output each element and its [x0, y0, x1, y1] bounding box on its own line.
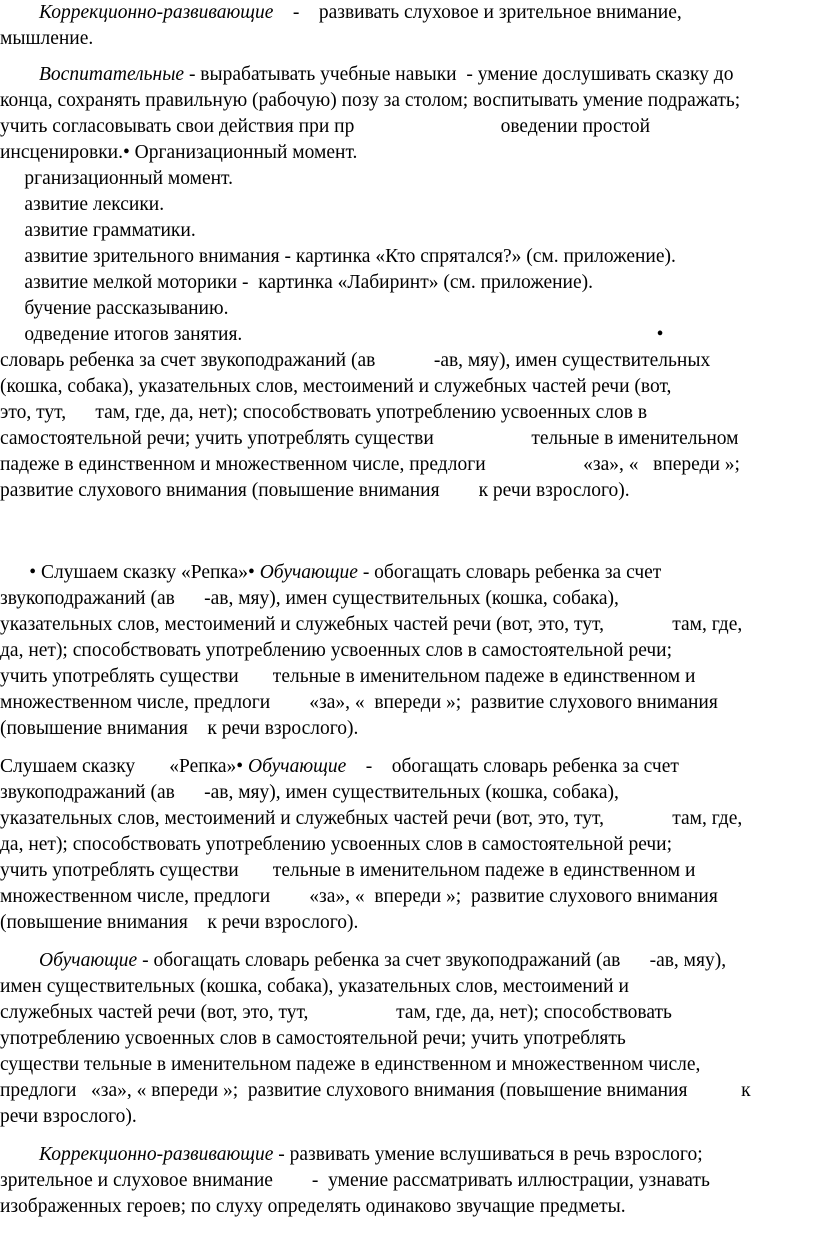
text-line	[0, 296, 228, 322]
text-segment: рганизационный момент.	[0, 168, 233, 189]
text-line	[0, 1142, 703, 1168]
text-segment: мышление.	[0, 28, 94, 49]
text-segment: развитие слухового внимания (повышение внимания к речи взрослого).	[0, 480, 630, 501]
text-segment: учить употреблять существи тельные в именительном падеже в единственном и	[0, 860, 696, 881]
text-segment: - развивать слуховое и зрительное внимание,	[273, 2, 682, 23]
italic-term: Обучающие	[39, 950, 138, 971]
text-segment: одведение итогов занятия. •	[0, 324, 664, 345]
text-segment: • Слушаем сказку «Репка»•	[0, 562, 260, 583]
text-segment: инсценировки.• Организационный момент.	[0, 142, 358, 163]
text-line	[0, 452, 740, 478]
text-line	[0, 478, 630, 504]
text-segment: указательных слов, местоимений и служебных частей речи (вот, это, тут, там, где,	[0, 808, 743, 829]
text-segment: - обогащать словарь ребенка за счет	[346, 756, 679, 777]
text-line	[0, 0, 682, 26]
text-segment: служебных частей речи (вот, это, тут, там, где, да, нет); способствовать	[0, 1002, 672, 1023]
text-segment: - развивать умение вслушиваться в речь взрослого;	[273, 1144, 703, 1165]
text-segment: (повышение внимания к речи взрослого).	[0, 718, 359, 739]
text-line	[0, 244, 676, 270]
text-line	[0, 270, 593, 296]
text-line	[0, 754, 679, 780]
text-segment: зрительное и слуховое внимание - умение рассматривать иллюстрации, узнавать	[0, 1170, 710, 1191]
text-line	[0, 858, 695, 884]
text-line	[0, 690, 718, 716]
text-line	[0, 1052, 700, 1078]
text-segment: азвитие зрительного внимания - картинка «Кто спрятался?» (см. приложение).	[0, 246, 676, 267]
text-segment: (повышение внимания к речи взрослого).	[0, 912, 359, 933]
text-segment: конца, сохранять правильную (рабочую) позу за столом; воспитывать умение подражать;	[0, 90, 741, 111]
text-line	[0, 374, 671, 400]
text-line	[0, 88, 740, 114]
text-segment: указательных слов, местоимений и служебных частей речи (вот, это, тут, там, где,	[0, 614, 743, 635]
text-line	[0, 832, 672, 858]
text-line	[0, 192, 164, 218]
text-line	[0, 1168, 710, 1194]
text-segment: - обогащать словарь ребенка за счет	[357, 562, 662, 583]
text-line	[0, 114, 650, 140]
text-segment: учить употреблять существи тельные в именительном падеже в единственном и	[0, 666, 696, 687]
text-segment: учить согласовывать свои действия при пр оведении простой	[0, 116, 651, 137]
text-line	[0, 1104, 137, 1130]
text-segment: - вырабатывать учебные навыки - умение дослушивать сказку до	[184, 64, 734, 85]
text-segment: азвитие мелкой моторики - картинка «Лабиринт» (см. приложение).	[0, 272, 593, 293]
text-line	[0, 62, 733, 88]
text-segment	[0, 2, 39, 23]
text-segment: звукоподражаний (ав -ав, мяу), имен существительных (кошка, собака),	[0, 588, 619, 609]
text-line	[0, 348, 710, 374]
text-line	[0, 780, 619, 806]
text-segment	[0, 64, 39, 85]
text-line	[0, 716, 358, 742]
text-line	[0, 26, 93, 52]
text-line	[0, 974, 629, 1000]
text-line	[0, 664, 695, 690]
text-line	[0, 400, 647, 426]
text-segment: да, нет); способствовать употреблению усвоенных слов в самостоятельной речи;	[0, 834, 673, 855]
text-segment	[0, 1144, 39, 1165]
text-line	[0, 218, 196, 244]
text-line	[0, 166, 233, 192]
text-line	[0, 426, 739, 452]
text-line	[0, 1194, 626, 1220]
text-line	[0, 612, 742, 638]
text-line	[0, 140, 357, 166]
text-line	[0, 560, 661, 586]
text-line	[0, 638, 672, 664]
text-segment: изображенных героев; по слуху определять одинаково звучащие предметы.	[0, 1196, 626, 1217]
text-segment: азвитие грамматики.	[0, 220, 196, 241]
text-line	[0, 910, 358, 936]
text-segment	[0, 950, 39, 971]
text-segment: - обогащать словарь ребенка за счет звукоподражаний (ав -ав, мяу),	[137, 950, 727, 971]
text-segment: азвитие лексики.	[0, 194, 165, 215]
text-line	[0, 806, 742, 832]
text-line	[0, 1000, 672, 1026]
text-segment: употреблению усвоенных слов в самостоятельной речи; учить употреблять	[0, 1028, 626, 1049]
text-segment: это, тут, там, где, да, нет); способствовать употреблению усвоенных слов в	[0, 402, 648, 423]
text-line	[0, 322, 664, 348]
text-segment: (кошка, собака), указательных слов, местоимений и служебных частей речи (вот,	[0, 376, 672, 397]
text-line	[0, 1026, 626, 1052]
text-segment: падеже в единственном и множественном числе, предлоги «за», « впереди »;	[0, 454, 740, 475]
text-segment: существи тельные в именительном падеже в единственном и множественном числе,	[0, 1054, 701, 1075]
italic-term: Коррекционно-развивающие	[39, 2, 274, 23]
text-segment: предлоги «за», « впереди »; развитие слухового внимания (повышение внимания к	[0, 1080, 751, 1101]
italic-term: Обучающие	[248, 756, 347, 777]
text-line	[0, 1078, 751, 1104]
text-line	[0, 884, 718, 910]
text-segment: речи взрослого).	[0, 1106, 137, 1127]
text-segment: имен существительных (кошка, собака), указательных слов, местоимений и	[0, 976, 629, 997]
italic-term: Обучающие	[259, 562, 358, 583]
text-line	[0, 948, 726, 974]
text-segment: множественном числе, предлоги «за», « впереди »; развитие слухового внимания	[0, 886, 718, 907]
text-segment: Слушаем сказку «Репка»•	[0, 756, 249, 777]
text-segment: бучение рассказыванию.	[0, 298, 229, 319]
text-segment: звукоподражаний (ав -ав, мяу), имен существительных (кошка, собака),	[0, 782, 619, 803]
text-segment: множественном числе, предлоги «за», « впереди »; развитие слухового внимания	[0, 692, 718, 713]
text-segment: самостоятельной речи; учить употреблять существи тельные в именительном	[0, 428, 739, 449]
text-segment: да, нет); способствовать употреблению усвоенных слов в самостоятельной речи;	[0, 640, 673, 661]
italic-term: Воспитательные	[39, 64, 185, 85]
text-segment: словарь ребенка за счет звукоподражаний (ав -ав, мяу), имен существительных	[0, 350, 711, 371]
text-line	[0, 586, 619, 612]
italic-term: Коррекционно-развивающие	[39, 1144, 274, 1165]
